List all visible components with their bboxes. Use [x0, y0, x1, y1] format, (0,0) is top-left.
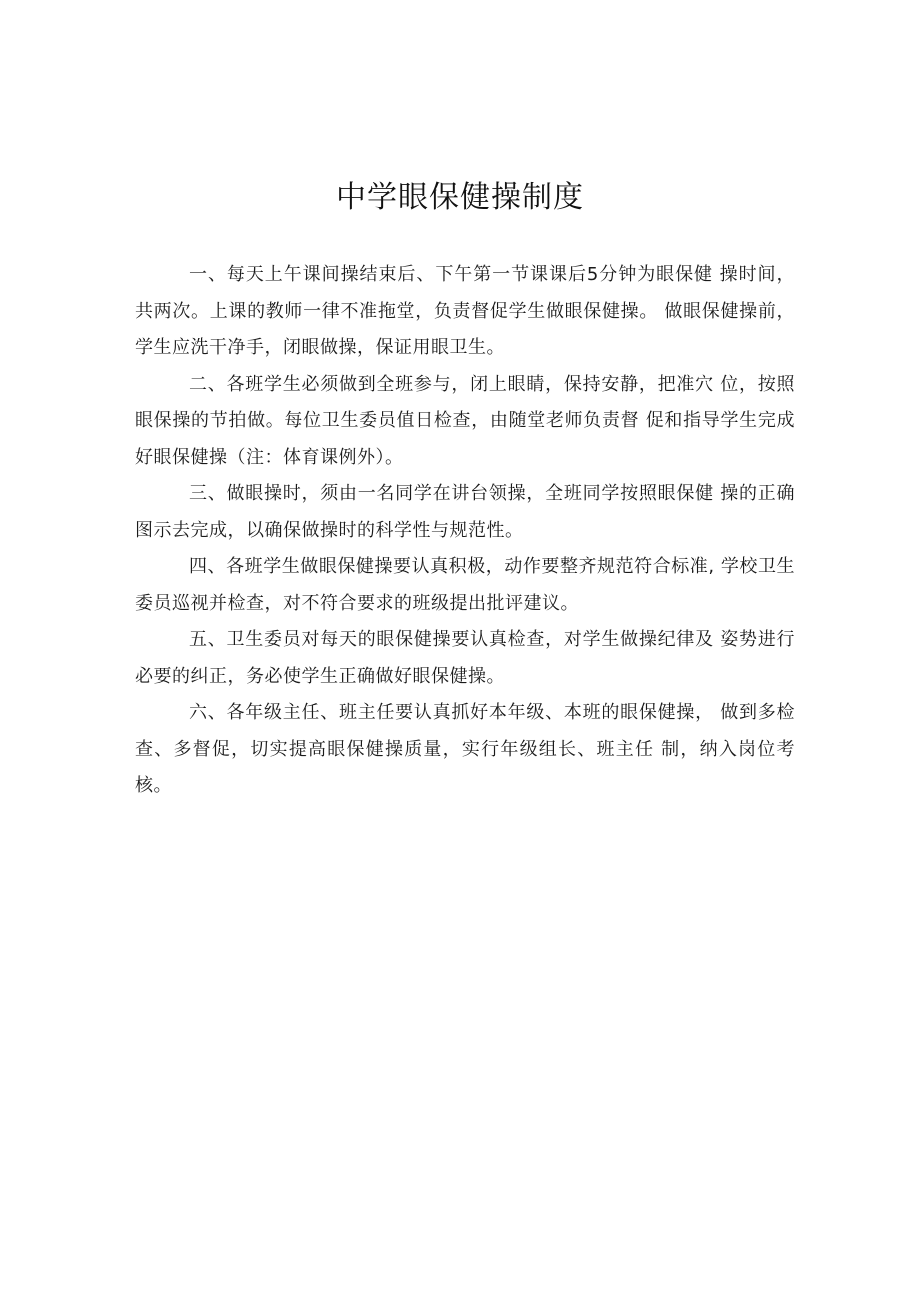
- document-body: [135, 257, 795, 805]
- clause-4: 四、各班学生做眼保健操要认真积极，动作要整齐规范符合标准, 学校卫生委员巡视并检查，对不符合要求的班级提出批评建议。: [135, 556, 795, 614]
- clause-1: 一、每天上午课间操结束后、下午第一节课课后5分钟为眼保健 操时间，共两次。上课的教师一律不准拖堂，负责督促学生做眼保健操。 做眼保健操前，学生应洗干净手，闭眼做操，保证用眼卫生。: [135, 264, 795, 358]
- page-title: 中学眼保健操制度: [336, 180, 584, 215]
- clause-5: 五、卫生委员对每天的眼保健操要认真检查，对学生做操纪律及 姿势进行必要的纠正，务必使学生正确做好眼保健操。: [135, 629, 795, 687]
- clause-6: 六、各年级主任、班主任要认真抓好本年级、本班的眼保健操， 做到多检查、多督促，切实提高眼保健操质量，实行年级组长、班主任 制，纳入岗位考核。: [135, 702, 795, 796]
- clause-3: 三、做眼操时，须由一名同学在讲台领操，全班同学按照眼保健 操的正确图示去完成，以确保做操时的科学性与规范性。: [135, 483, 795, 541]
- clause-2: 二、各班学生必须做到全班参与，闭上眼睛，保持安静，把准穴 位，按照眼保操的节拍做。每位卫生委员值日检查，由随堂老师负责督 促和指导学生完成好眼保健操（注：体育课例外）。: [135, 373, 795, 468]
